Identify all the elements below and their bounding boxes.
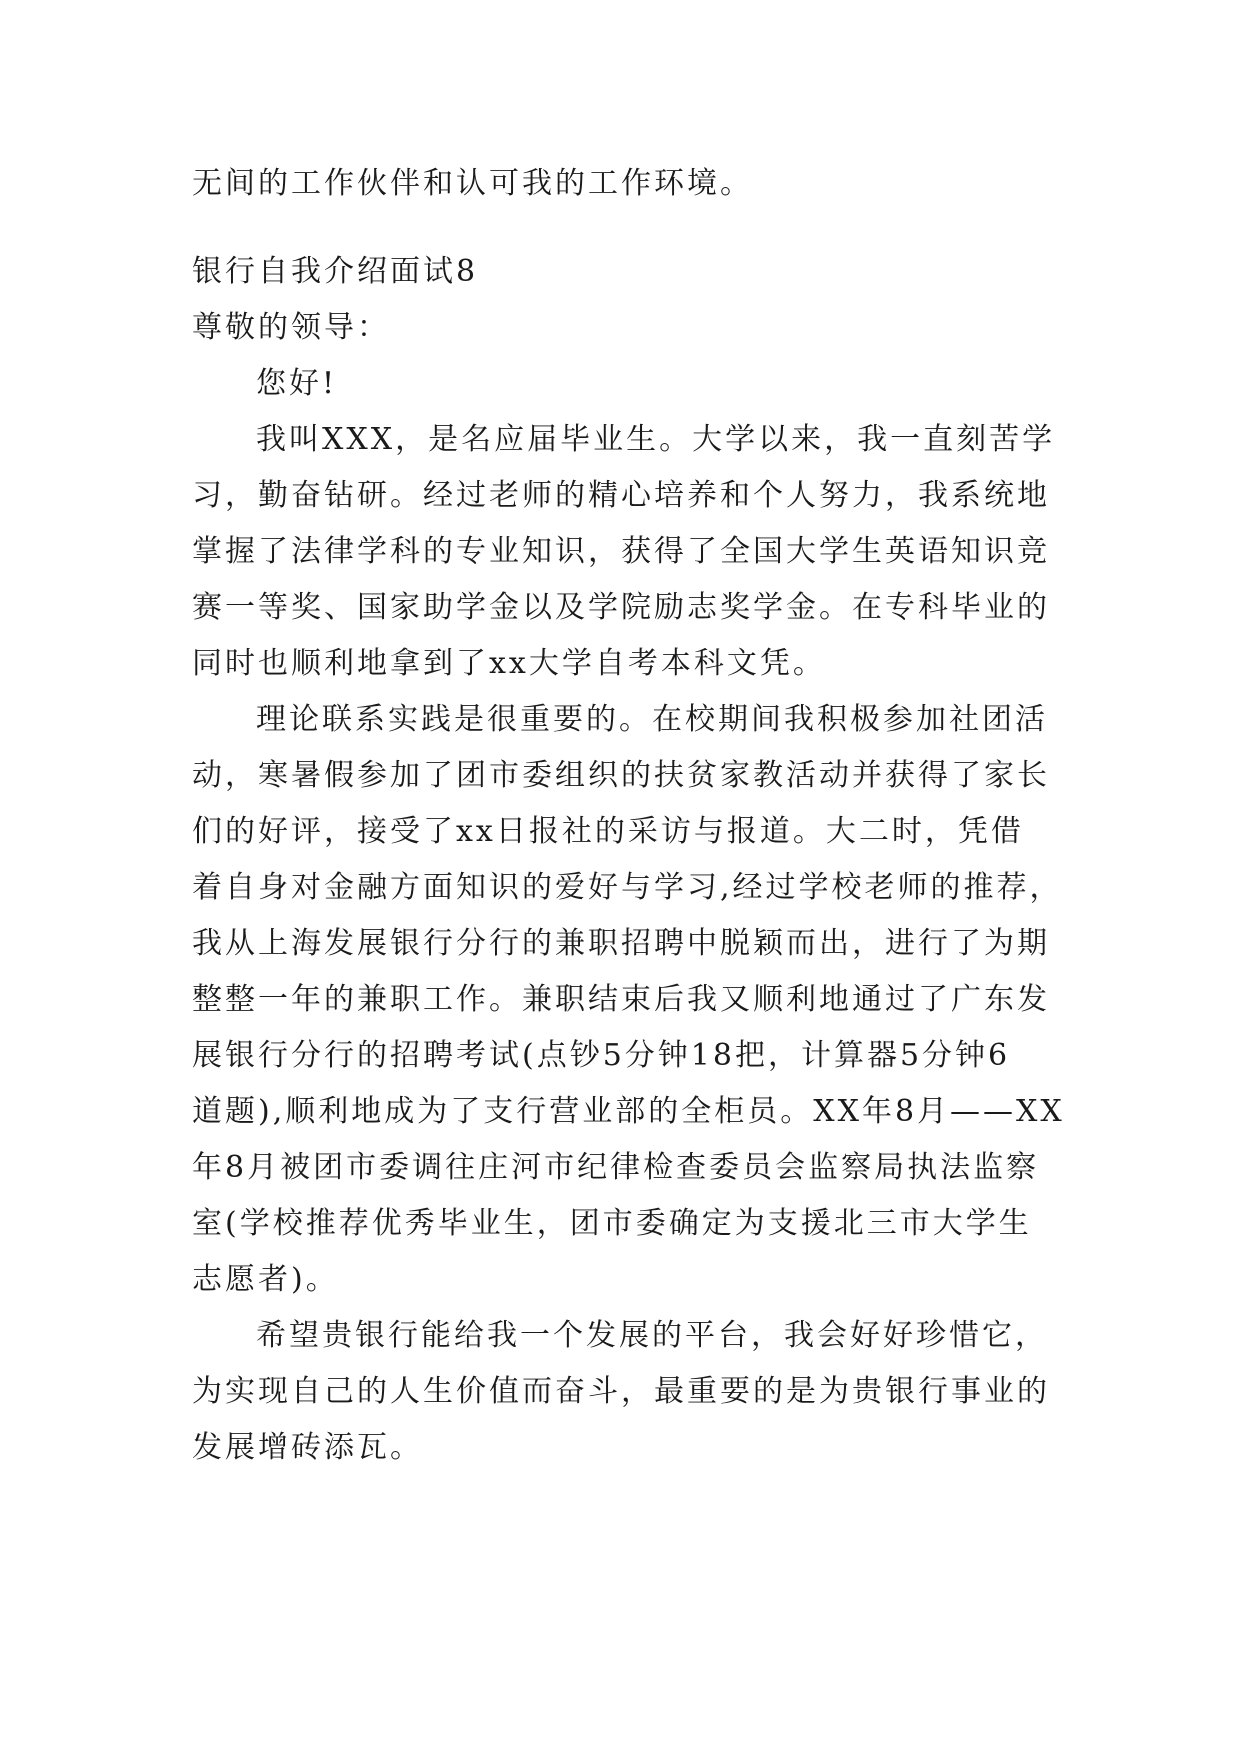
paragraph-1-line: 我叫XXX，是名应届毕业生。大学以来，我一直刻苦学 xyxy=(256,422,1056,457)
paragraph-2-line: 整整一年的兼职工作。兼职结束后我又顺利地通过了广东发 xyxy=(192,982,1050,1017)
paragraph-3-line: 为实现自己的人生价值而奋斗，最重要的是为贵银行事业的 xyxy=(192,1374,1050,1409)
salutation: 尊敬的领导： xyxy=(192,310,390,345)
paragraph-2-line: 们的好评，接受了xx日报社的采访与报道。大二时，凭借 xyxy=(192,814,1024,849)
paragraph-2-line: 我从上海发展银行分行的兼职招聘中脱颖而出，进行了为期 xyxy=(192,926,1050,961)
paragraph-2-line: 室(学校推荐优秀毕业生，团市委确定为支援北三市大学生 xyxy=(192,1206,1032,1241)
paragraph-2-line: 动，寒暑假参加了团市委组织的扶贫家教活动并获得了家长 xyxy=(192,758,1050,793)
paragraph-1-line: 习，勤奋钻研。经过老师的精心培养和个人努力，我系统地 xyxy=(192,478,1050,513)
paragraph-3-line: 发展增砖添瓦。 xyxy=(192,1430,423,1465)
paragraph-2-line: 展银行分行的招聘考试(点钞5分钟18把，计算器5分钟6 xyxy=(192,1038,1011,1073)
greeting: 您好! xyxy=(256,366,338,401)
paragraph-2-line: 理论联系实践是很重要的。在校期间我积极参加社团活 xyxy=(256,702,1048,737)
section-title: 银行自我介绍面试8 xyxy=(192,254,479,289)
previous-paragraph-tail: 无间的工作伙伴和认可我的工作环境。 xyxy=(192,166,753,201)
paragraph-1-line: 掌握了法律学科的专业知识，获得了全国大学生英语知识竞 xyxy=(192,534,1050,569)
paragraph-1-line: 赛一等奖、国家助学金以及学院励志奖学金。在专科毕业的 xyxy=(192,590,1050,625)
paragraph-2-line: 志愿者)。 xyxy=(192,1262,339,1297)
paragraph-2-line: 着自身对金融方面知识的爱好与学习,经过学校老师的推荐， xyxy=(192,870,1063,905)
paragraph-3-line: 希望贵银行能给我一个发展的平台，我会好好珍惜它， xyxy=(256,1318,1048,1353)
paragraph-2-line: 道题),顺利地成为了支行营业部的全柜员。XX年8月——XX xyxy=(192,1094,1065,1129)
paragraph-2-line: 年8月被团市委调往庄河市纪律检查委员会监察局执法监察 xyxy=(192,1150,1040,1185)
paragraph-1-line: 同时也顺利地拿到了xx大学自考本科文凭。 xyxy=(192,646,826,681)
